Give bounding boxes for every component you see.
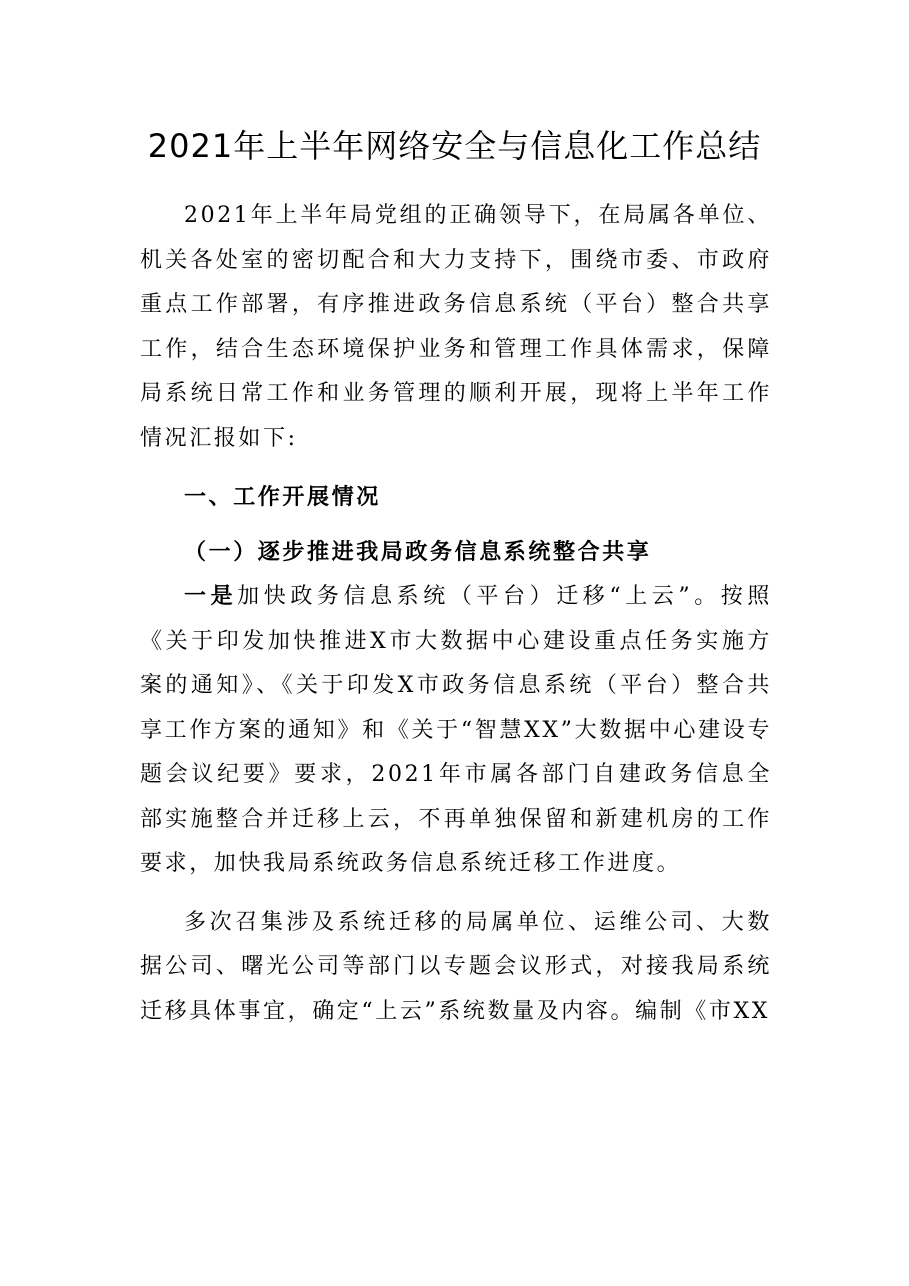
body-paragraph <box>140 574 772 887</box>
document-body <box>140 194 772 1034</box>
document-title: 2021年上半年网络安全与信息化工作总结 <box>147 127 762 165</box>
body-paragraph: 多次召集涉及系统迁移的局属单位、运维公司、大数据公司、曙光公司等部门以专题会议形式，对接我局系统迁移具体事宜，确定“上云”系统数量及内容。编制《市XX <box>140 909 772 1024</box>
subsection-heading: （一）逐步推进我局政务信息系统整合共享 <box>184 538 652 565</box>
section-heading: 一、工作开展情况 <box>184 484 381 510</box>
paragraph-text: 加快政务信息系统（平台）迁移“上云”。按照《关于印发加快推进X市大数据中心建设重点任务实施方案的通知》、《关于印发X市政务信息系统（平台）整合共享工作方案的通知》和《关于“智慧XX”大数据中心建设专题会议纪要》要求，2021年市属各部门自建政务信息全部实施整合并迁移上云，不再单独保留和新建机房的工作要求，加快我局系统政务信息系统迁移工作进度。 <box>140 584 772 876</box>
paragraph-lead: 一是 <box>184 583 238 609</box>
intro-paragraph: 2021年上半年局党组的正确领导下，在局属各单位、机关各处室的密切配合和大力支持下，围绕市委、市政府重点工作部署，有序推进政务信息系统（平台）整合共享工作，结合生态环境保护业务和管理工作具体需求，保障局系统日常工作和业务管理的顺利开展，现将上半年工作情况汇报如下: <box>140 203 772 451</box>
